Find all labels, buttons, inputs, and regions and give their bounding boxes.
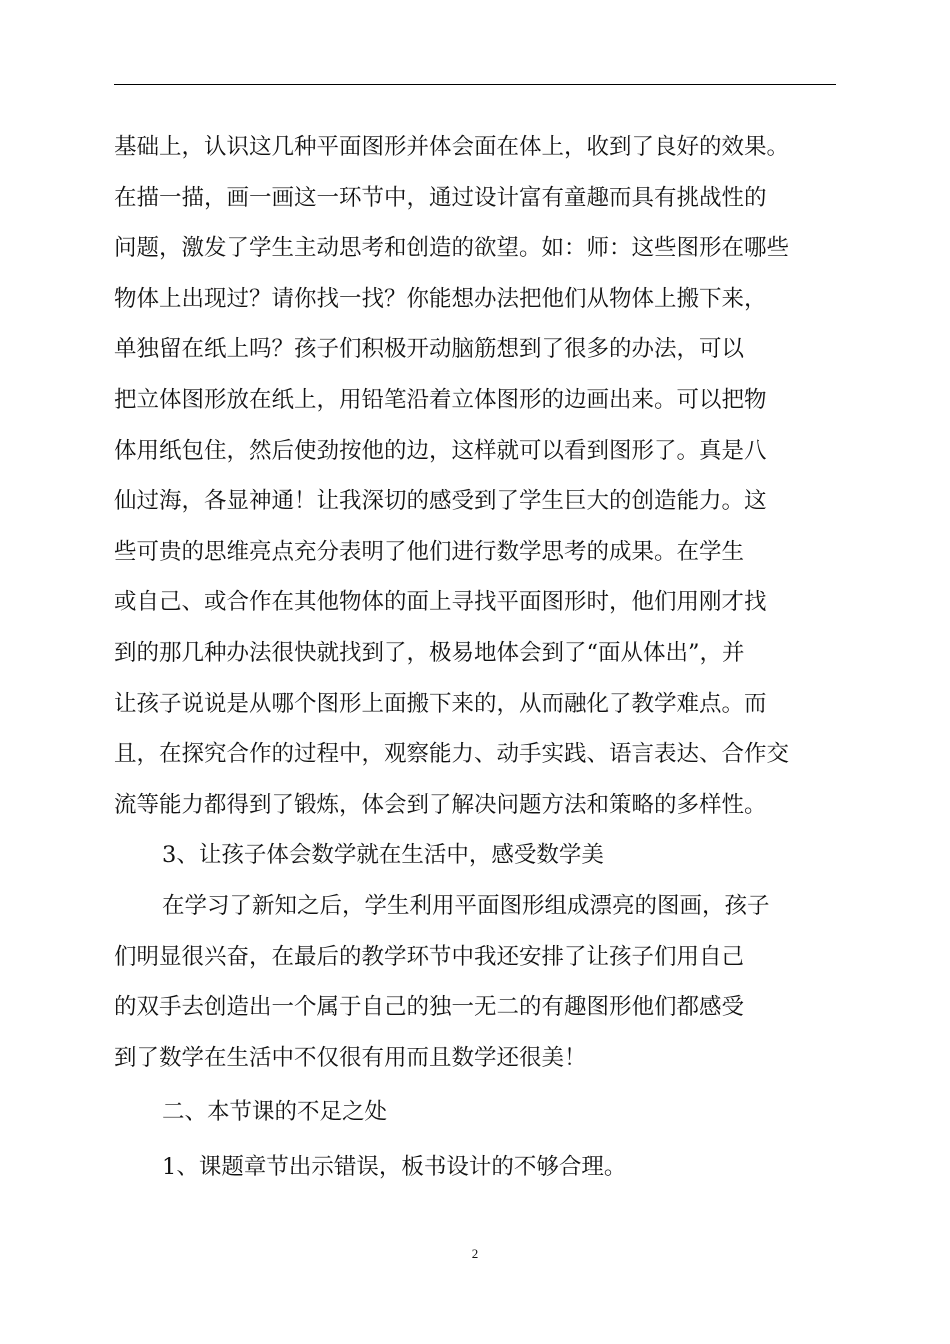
paragraph-line: 或自己、或合作在其他物体的面上寻找平面图形时，他们用刚才找 [114,589,767,616]
paragraph-line: 流等能力都得到了锻炼，体会到了解决问题方法和策略的多样性。 [114,791,767,818]
paragraph-line: 仙过海，各显神通！让我深切的感受到了学生巨大的创造能力。这 [114,488,767,515]
paragraph-line: 些可贵的思维亮点充分表明了他们进行数学思考的成果。在学生 [114,538,745,565]
paragraph-line: 的双手去创造出一个属于自己的独一无二的有趣图形他们都感受 [114,994,745,1021]
paragraph-line: 且，在探究合作的过程中，观察能力、动手实践、语言表达、合作交 [114,741,790,768]
header-rule [114,84,836,85]
paragraph-line: 到的那几种办法很快就找到了，极易地体会到了“面从体出”，并 [114,639,745,666]
paragraph-line: 基础上，认识这几种平面图形并体会面在体上，收到了良好的效果。 [114,134,790,160]
paragraph-line: 们明显很兴奋，在最后的教学环节中我还安排了让孩子们用自己 [114,943,745,970]
paragraph-line: 体用纸包住，然后使劲按他的边，这样就可以看到图形了。真是八 [114,437,767,464]
paragraph-line: 让孩子说说是从哪个图形上面搬下来的，从而融化了教学难点。而 [114,690,767,717]
section-heading: 3、让孩子体会数学就在生活中，感受数学美 [162,842,604,869]
paragraph-line: 在描一描，画一画这一环节中，通过设计富有童趣而具有挑战性的 [114,184,767,211]
section-heading: 1、课题章节出示错误，板书设计的不够合理。 [162,1153,627,1180]
paragraph-line: 单独留在纸上吗？孩子们积极开动脑筋想到了很多的办法，可以 [114,336,745,363]
paragraph-line: 到了数学在生活中不仅很有用而且数学还很美！ [114,1044,587,1071]
paragraph-line: 问题，激发了学生主动思考和创造的欲望。如：师：这些图形在哪些 [114,235,790,262]
page-number: 2 [471,1246,479,1261]
paragraph-line: 在学习了新知之后，学生利用平面图形组成漂亮的图画，孩子 [162,892,770,919]
paragraph-line: 物体上出现过？请你找一找？你能想办法把他们从物体上搬下来， [114,285,767,312]
document-body [114,122,854,1192]
paragraph-line: 把立体图形放在纸上，用铅笔沿着立体图形的边画出来。可以把物 [114,386,767,413]
section-heading: 二、本节课的不足之处 [162,1099,388,1126]
